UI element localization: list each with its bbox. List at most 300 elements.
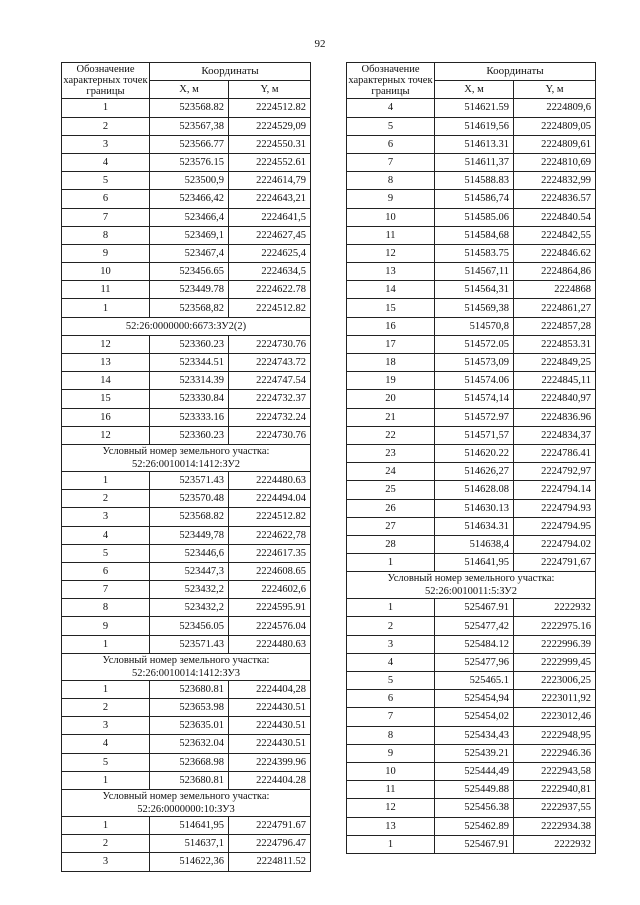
coordinates-table-left [61, 62, 311, 872]
coordinate-x: 514641,95 [150, 816, 229, 834]
coordinate-x: 523576.15 [150, 153, 229, 171]
coordinate-y: 2224430.51 [229, 699, 311, 717]
table-row [62, 771, 311, 789]
coordinate-y: 2222948,95 [514, 726, 596, 744]
coordinate-x: 514630.13 [435, 499, 514, 517]
point-number: 1 [62, 99, 150, 117]
coordinate-x: 523570.48 [150, 490, 229, 508]
table-row [347, 635, 596, 653]
coordinate-x: 525454,94 [435, 690, 514, 708]
coordinate-y: 2224786.41 [514, 444, 596, 462]
coordinate-y: 2224732.24 [229, 408, 311, 426]
point-number: 4 [62, 153, 150, 171]
table-row [347, 762, 596, 780]
point-number: 4 [62, 526, 150, 544]
coordinate-x: 525439.21 [435, 744, 514, 762]
point-number: 1 [347, 554, 435, 572]
table-row [347, 226, 596, 244]
table-row [347, 281, 596, 299]
coordinate-x: 525454,02 [435, 708, 514, 726]
coordinate-x: 525477,42 [435, 617, 514, 635]
coordinate-y: 2224634,5 [229, 263, 311, 281]
coordinate-y: 2224791,67 [514, 554, 596, 572]
parcel-subheader: Условный номер земельного участка: 52:26:0010014:1412:ЗУ3 [62, 653, 311, 680]
point-number: 24 [347, 463, 435, 481]
header-coordinates: Координаты [150, 63, 311, 81]
coordinate-y: 2224853.31 [514, 335, 596, 353]
point-number: 23 [347, 444, 435, 462]
coordinate-y: 2222975.16 [514, 617, 596, 635]
coordinate-x: 523330.84 [150, 390, 229, 408]
coordinate-x: 523360.23 [150, 335, 229, 353]
coordinate-y: 2224622,78 [229, 526, 311, 544]
header-y: Y, м [514, 81, 596, 99]
table-row [347, 744, 596, 762]
coordinate-x: 523500,9 [150, 172, 229, 190]
point-number: 18 [347, 354, 435, 372]
coordinate-x: 523449,78 [150, 526, 229, 544]
point-number: 12 [347, 799, 435, 817]
coordinate-x: 523449.78 [150, 281, 229, 299]
point-number: 12 [62, 426, 150, 444]
table-row [62, 735, 311, 753]
point-number: 2 [62, 699, 150, 717]
coordinate-y: 2224550.31 [229, 135, 311, 153]
parcel-subheader-row [62, 317, 311, 335]
coordinate-x: 525465.1 [435, 672, 514, 690]
table-row [62, 244, 311, 262]
point-number: 2 [62, 490, 150, 508]
point-number: 2 [347, 617, 435, 635]
point-number: 11 [347, 781, 435, 799]
table-row [347, 153, 596, 171]
coordinate-x: 523466,4 [150, 208, 229, 226]
point-number: 26 [347, 499, 435, 517]
point-number: 28 [347, 535, 435, 553]
table-row [347, 99, 596, 117]
coordinate-y: 2223011,92 [514, 690, 596, 708]
coordinate-x: 514574.06 [435, 372, 514, 390]
point-number: 4 [62, 735, 150, 753]
table-row [347, 708, 596, 726]
point-number: 1 [62, 635, 150, 653]
coordinate-y: 2224404,28 [229, 680, 311, 698]
coordinate-y: 2224512.82 [229, 99, 311, 117]
coordinate-x: 523568.82 [150, 508, 229, 526]
coordinate-y: 2224810,69 [514, 153, 596, 171]
table-row [62, 680, 311, 698]
coordinate-x: 523446,6 [150, 544, 229, 562]
coordinate-x: 514564,31 [435, 281, 514, 299]
coordinate-x: 514567,11 [435, 263, 514, 281]
table-row [62, 753, 311, 771]
point-number: 6 [347, 690, 435, 708]
point-number: 2 [62, 835, 150, 853]
table-row [347, 354, 596, 372]
point-number: 11 [347, 226, 435, 244]
coordinate-x: 514583.75 [435, 244, 514, 262]
table-row [62, 635, 311, 653]
table-row [62, 562, 311, 580]
table-row [62, 617, 311, 635]
coordinate-y: 2222940,81 [514, 781, 596, 799]
coordinate-y: 2224846.62 [514, 244, 596, 262]
parcel-subheader: 52:26:0000000:6673:ЗУ2(2) [62, 317, 311, 335]
table-row [62, 226, 311, 244]
point-number: 16 [347, 317, 435, 335]
table-row [62, 471, 311, 489]
coordinate-x: 514622,36 [150, 853, 229, 871]
coordinate-x: 523466,42 [150, 190, 229, 208]
coordinate-x: 514572.05 [435, 335, 514, 353]
coordinate-x: 525462.89 [435, 817, 514, 835]
coordinate-y: 2224861,27 [514, 299, 596, 317]
point-number: 14 [347, 281, 435, 299]
parcel-subheader: Условный номер земельного участка: 52:26:0000000:10:ЗУ3 [62, 789, 311, 816]
coordinate-x: 523567,38 [150, 117, 229, 135]
coordinate-x: 514572.97 [435, 408, 514, 426]
table-row [62, 599, 311, 617]
coordinate-x: 525456.38 [435, 799, 514, 817]
parcel-subheader-row [62, 444, 311, 471]
table-row [347, 835, 596, 853]
point-number: 7 [62, 581, 150, 599]
table-row [347, 554, 596, 572]
table-row [62, 372, 311, 390]
coordinate-y: 2224836.57 [514, 190, 596, 208]
header-point-designation: Обозначение характерных точек границы [348, 64, 433, 98]
coordinate-y: 2224494.04 [229, 490, 311, 508]
coordinate-x: 523467,4 [150, 244, 229, 262]
header-x: X, м [150, 81, 229, 99]
table-row [62, 508, 311, 526]
coordinate-y: 2222932 [514, 599, 596, 617]
point-number: 9 [347, 190, 435, 208]
coordinate-y: 2224809,61 [514, 135, 596, 153]
table-row [347, 726, 596, 744]
point-number: 8 [62, 599, 150, 617]
coordinate-y: 2224809,05 [514, 117, 596, 135]
coordinate-y: 2224857,28 [514, 317, 596, 335]
table-row [347, 481, 596, 499]
coordinate-x: 514626,27 [435, 463, 514, 481]
coordinate-x: 514574,14 [435, 390, 514, 408]
coordinate-y: 2224430.51 [229, 735, 311, 753]
coordinate-x: 525434,43 [435, 726, 514, 744]
point-number: 13 [347, 263, 435, 281]
coordinate-y: 2222996.39 [514, 635, 596, 653]
point-number: 17 [347, 335, 435, 353]
coordinate-x: 514634.31 [435, 517, 514, 535]
parcel-subheader-row [347, 572, 596, 599]
coordinate-y: 2224617.35 [229, 544, 311, 562]
coordinate-x: 514585.06 [435, 208, 514, 226]
point-number: 3 [62, 853, 150, 871]
coordinate-x: 523568.82 [150, 99, 229, 117]
point-number: 6 [62, 190, 150, 208]
point-number: 13 [62, 354, 150, 372]
coordinate-x: 523456.65 [150, 263, 229, 281]
parcel-subheader-row [62, 653, 311, 680]
coordinate-x: 514588.83 [435, 172, 514, 190]
header-x: X, м [435, 81, 514, 99]
coordinate-y: 2224840,97 [514, 390, 596, 408]
coordinate-y: 2224842,55 [514, 226, 596, 244]
point-number: 25 [347, 481, 435, 499]
table-row [62, 99, 311, 117]
point-number: 9 [62, 617, 150, 635]
coordinate-y: 2224796.47 [229, 835, 311, 853]
coordinate-y: 2222943,58 [514, 762, 596, 780]
coordinate-x: 525444,49 [435, 762, 514, 780]
coordinate-x: 514569,38 [435, 299, 514, 317]
coordinate-x: 523432,2 [150, 599, 229, 617]
coordinate-x: 514584,68 [435, 226, 514, 244]
table-row [347, 172, 596, 190]
point-number: 5 [347, 672, 435, 690]
coordinate-x: 525477,96 [435, 653, 514, 671]
point-number: 3 [62, 135, 150, 153]
point-number: 12 [62, 335, 150, 353]
coordinate-y: 2224794.14 [514, 481, 596, 499]
coordinate-y: 2224614,79 [229, 172, 311, 190]
coordinate-y: 2222946.36 [514, 744, 596, 762]
coordinate-x: 523632.04 [150, 735, 229, 753]
coordinate-y: 2224399.96 [229, 753, 311, 771]
point-number: 6 [62, 562, 150, 580]
coordinate-y: 2224730.76 [229, 335, 311, 353]
coordinate-x: 514628.08 [435, 481, 514, 499]
coordinate-x: 523668.98 [150, 753, 229, 771]
coordinate-y: 2224404.28 [229, 771, 311, 789]
coordinate-y: 2222937,55 [514, 799, 596, 817]
coordinate-x: 523469,1 [150, 226, 229, 244]
point-number: 20 [347, 390, 435, 408]
table-row [347, 299, 596, 317]
point-number: 5 [62, 753, 150, 771]
table-row [62, 117, 311, 135]
coordinate-x: 514638,4 [435, 535, 514, 553]
coordinate-x: 523333.16 [150, 408, 229, 426]
point-number: 1 [62, 299, 150, 317]
point-number: 5 [347, 117, 435, 135]
header-coordinates: Координаты [435, 63, 596, 81]
table-row [62, 390, 311, 408]
table-row [347, 390, 596, 408]
coordinate-y: 2224512.82 [229, 508, 311, 526]
coordinate-x: 514571,57 [435, 426, 514, 444]
coordinate-y: 2223006,25 [514, 672, 596, 690]
coordinate-x: 523571.43 [150, 635, 229, 653]
point-number: 12 [347, 244, 435, 262]
coordinate-y: 2224625,4 [229, 244, 311, 262]
point-number: 3 [62, 717, 150, 735]
page-number: 92 [314, 38, 326, 50]
point-number: 1 [62, 471, 150, 489]
coordinate-y: 2224864,86 [514, 263, 596, 281]
parcel-subheader: Условный номер земельного участка: 52:26:0010011:5:ЗУ2 [347, 572, 596, 599]
coordinate-x: 523653.98 [150, 699, 229, 717]
header-point-designation: Обозначение характерных точек границы [63, 64, 148, 98]
point-number: 10 [347, 208, 435, 226]
coordinate-y: 2224480.63 [229, 635, 311, 653]
point-number: 19 [347, 372, 435, 390]
coordinate-y: 2224809,6 [514, 99, 596, 117]
coordinate-x: 514573,09 [435, 354, 514, 372]
table-row [62, 335, 311, 353]
coordinate-y: 2224622.78 [229, 281, 311, 299]
table-row [62, 208, 311, 226]
table-row [347, 426, 596, 444]
point-number: 9 [347, 744, 435, 762]
coordinate-y: 2224529,09 [229, 117, 311, 135]
table-row [347, 135, 596, 153]
table-row [62, 544, 311, 562]
coordinate-y: 2222934.38 [514, 817, 596, 835]
point-number: 2 [62, 117, 150, 135]
table-row [347, 408, 596, 426]
coordinate-x: 523680.81 [150, 680, 229, 698]
table-row [347, 444, 596, 462]
point-number: 16 [62, 408, 150, 426]
coordinate-x: 523635.01 [150, 717, 229, 735]
table-row [347, 372, 596, 390]
coordinate-x: 523568,82 [150, 299, 229, 317]
table-row [347, 672, 596, 690]
table-row [62, 835, 311, 853]
table-row [62, 354, 311, 372]
point-number: 7 [62, 208, 150, 226]
table-row [347, 263, 596, 281]
coordinate-x: 514641,95 [435, 554, 514, 572]
coordinate-y: 2224840.54 [514, 208, 596, 226]
point-number: 1 [347, 599, 435, 617]
coordinate-x: 523360.23 [150, 426, 229, 444]
table-row [62, 153, 311, 171]
point-number: 7 [347, 153, 435, 171]
table-row [62, 853, 311, 871]
coordinate-y: 2224608.65 [229, 562, 311, 580]
table-row [347, 499, 596, 517]
table-row [62, 263, 311, 281]
table-row [62, 135, 311, 153]
table-body [347, 99, 596, 854]
coordinate-x: 523566.77 [150, 135, 229, 153]
point-number: 6 [347, 135, 435, 153]
point-number: 5 [62, 544, 150, 562]
coordinate-y: 2224643,21 [229, 190, 311, 208]
coordinate-y: 2224836.96 [514, 408, 596, 426]
coordinate-y: 2224576.04 [229, 617, 311, 635]
point-number: 4 [347, 99, 435, 117]
table-row [62, 408, 311, 426]
table-row [347, 653, 596, 671]
coordinate-y: 2223012,46 [514, 708, 596, 726]
coordinate-x: 523344.51 [150, 354, 229, 372]
table-row [347, 599, 596, 617]
coordinate-x: 523447,3 [150, 562, 229, 580]
point-number: 1 [347, 835, 435, 853]
coordinate-y: 2224430.51 [229, 717, 311, 735]
parcel-subheader: Условный номер земельного участка: 52:26:0010014:1412:ЗУ2 [62, 444, 311, 471]
point-number: 1 [62, 680, 150, 698]
coordinate-y: 2224595.91 [229, 599, 311, 617]
table-row [347, 690, 596, 708]
coordinate-y: 2224794.93 [514, 499, 596, 517]
table-row [347, 535, 596, 553]
coordinate-y: 2222999,45 [514, 653, 596, 671]
coordinate-x: 523432,2 [150, 581, 229, 599]
coordinate-x: 525484.12 [435, 635, 514, 653]
table-row [62, 281, 311, 299]
coordinate-x: 514620.22 [435, 444, 514, 462]
table-row [62, 190, 311, 208]
coordinate-y: 2224602,6 [229, 581, 311, 599]
point-number: 3 [347, 635, 435, 653]
coordinate-y: 2224834,37 [514, 426, 596, 444]
header-y: Y, м [229, 81, 311, 99]
point-number: 8 [62, 226, 150, 244]
point-number: 1 [62, 771, 150, 789]
coordinate-y: 2224552.61 [229, 153, 311, 171]
table-row [347, 799, 596, 817]
table-row [62, 717, 311, 735]
point-number: 13 [347, 817, 435, 835]
table-row [347, 617, 596, 635]
table-row [347, 335, 596, 353]
coordinate-x: 514637,1 [150, 835, 229, 853]
coordinate-y: 2224480.63 [229, 471, 311, 489]
coordinate-y: 2222932 [514, 835, 596, 853]
table-row [347, 463, 596, 481]
coordinate-x: 514611,37 [435, 153, 514, 171]
table-row [347, 317, 596, 335]
point-number: 15 [347, 299, 435, 317]
point-number: 11 [62, 281, 150, 299]
table-row [62, 581, 311, 599]
table-row [347, 244, 596, 262]
table-row [62, 699, 311, 717]
coordinate-y: 2224794.95 [514, 517, 596, 535]
coordinate-x: 514619,56 [435, 117, 514, 135]
point-number: 1 [62, 816, 150, 834]
coordinate-x: 525467.91 [435, 599, 514, 617]
point-number: 15 [62, 390, 150, 408]
coordinate-y: 2224627,45 [229, 226, 311, 244]
coordinate-y: 2224743.72 [229, 354, 311, 372]
coordinates-table-right [346, 62, 596, 854]
coordinate-x: 514621.59 [435, 99, 514, 117]
table-row [347, 117, 596, 135]
coordinate-x: 523456.05 [150, 617, 229, 635]
coordinate-x: 514586,74 [435, 190, 514, 208]
coordinate-y: 2224732.37 [229, 390, 311, 408]
table-row [62, 526, 311, 544]
coordinate-y: 2224641,5 [229, 208, 311, 226]
table-body [62, 99, 311, 871]
point-number: 27 [347, 517, 435, 535]
coordinate-x: 514570,8 [435, 317, 514, 335]
coordinate-x: 523680.81 [150, 771, 229, 789]
coordinate-y: 2224811.52 [229, 853, 311, 871]
point-number: 21 [347, 408, 435, 426]
coordinate-x: 525449.88 [435, 781, 514, 799]
point-number: 7 [347, 708, 435, 726]
point-number: 10 [62, 263, 150, 281]
point-number: 8 [347, 172, 435, 190]
coordinate-x: 514613.31 [435, 135, 514, 153]
table-row [347, 781, 596, 799]
